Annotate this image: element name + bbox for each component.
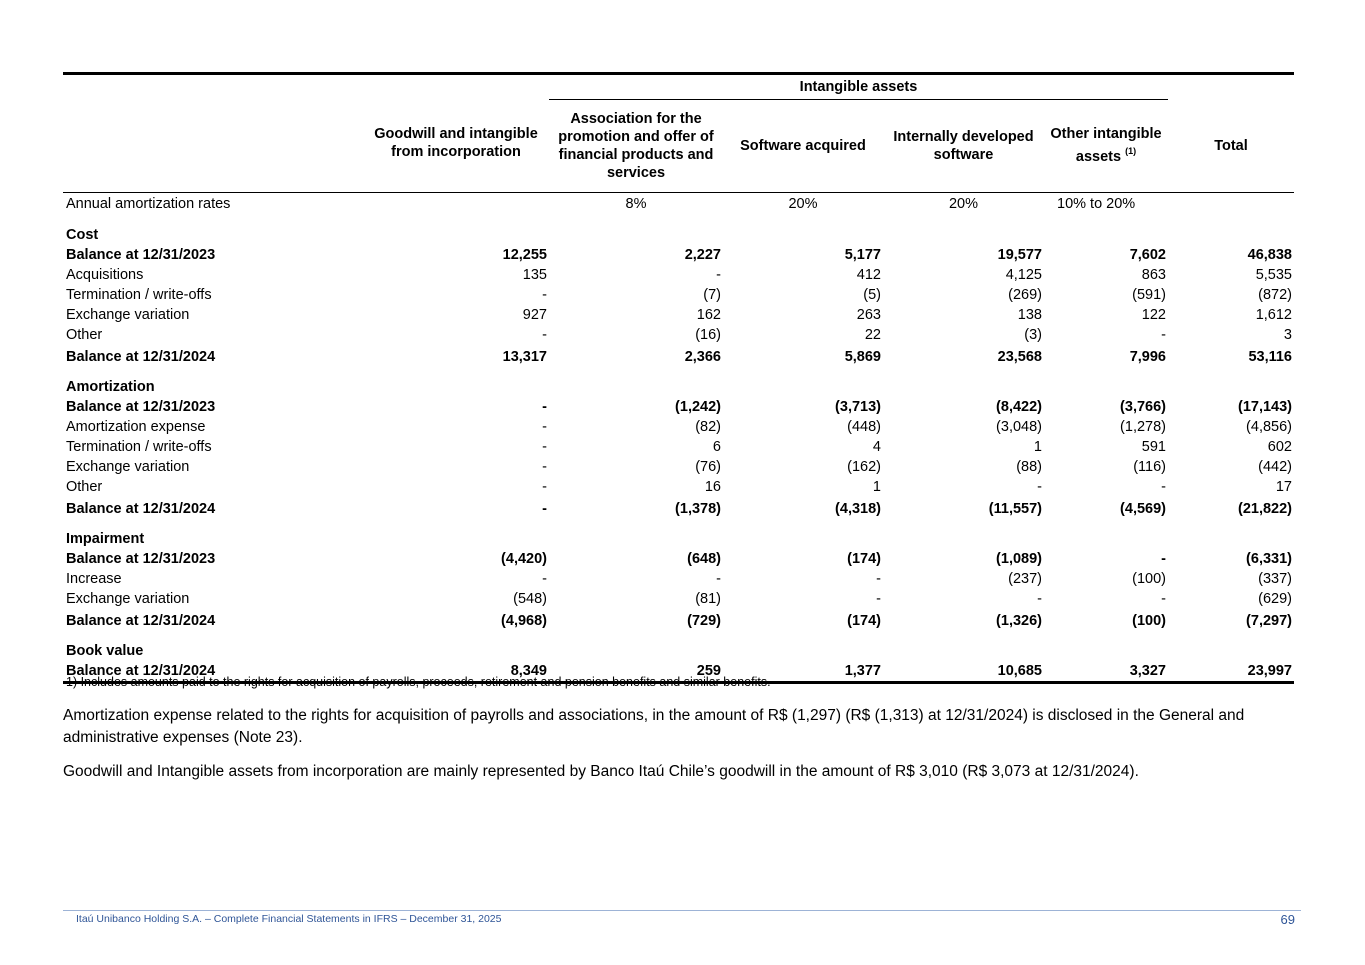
table-cell: 135 [522,266,547,283]
rate-software-acquired: 20% [788,195,818,212]
table-row [63,589,1294,609]
section-header-cost [63,215,1294,245]
table-cell: 412 [856,266,881,283]
amortization-rates-row [63,193,1294,215]
table-cell: 7,996 [1129,348,1166,365]
table-cell: (4,318) [835,500,881,517]
table-cell: (548) [513,590,547,607]
col-header-other-intangible [1044,100,1168,193]
table-body [63,193,1294,683]
table-cell: (3,048) [996,418,1042,435]
paragraph-amortization-note: Amortization expense related to the rights for acquisition of payrolls and associations, in the amount of R$ (1,297) (R$ (1,313) at 12/31/2024) is disclosed in the General and administrative expenses (Note 23). [63,707,1245,746]
table-cell: (116) [1133,458,1166,475]
table-cell: (4,856) [1246,418,1292,435]
table-cell: (21,822) [1237,500,1292,517]
section-title: Amortization [66,378,155,395]
intangible-assets-group-header: Intangible assets [549,75,1168,100]
table-cell: - [1161,590,1166,607]
table-cell: 863 [1141,266,1166,283]
table-row [63,285,1294,305]
table-cell: (648) [687,550,721,567]
table-cell: (16) [695,326,721,343]
row-label: Other [66,478,103,495]
table-row [63,305,1294,325]
table-cell: (4,569) [1120,500,1166,517]
table-cell: 12,255 [502,246,547,263]
table-cell: (448) [847,418,881,435]
table-cell: (5) [863,286,881,303]
row-label: Acquisitions [66,266,144,283]
table-cell: (82) [695,418,721,435]
table-header [63,74,1294,193]
section-header-impairment [63,519,1294,549]
table-cell: (174) [847,550,881,567]
table-cell: (1,242) [675,398,721,415]
row-label: Balance at 12/31/2024 [66,348,216,365]
table-cell: 53,116 [1248,348,1292,365]
table-cell: (100) [1132,570,1166,587]
row-label: Increase [66,570,122,587]
table-cell: (729) [687,612,721,629]
footer-text: Itaú Unibanco Holding S.A. – Complete Financial Statements in IFRS – December 31, 2025 [76,913,502,925]
col-header-other-intangible-label: Other intangible assets [1050,126,1162,166]
table-cell: 162 [696,306,721,323]
col-header-software-acquired: Software acquired [740,137,866,154]
table-cell: - [542,438,547,455]
table-cell: (76) [695,458,721,475]
table-cell: (88) [1016,458,1042,475]
row-label: Exchange variation [66,458,190,475]
table-cell: - [1037,478,1042,495]
table-cell: (442) [1258,458,1292,475]
table-cell: 10,685 [883,661,1044,683]
table-cell: 602 [1267,438,1292,455]
table-cell: (269) [1008,286,1042,303]
table-cell: 263 [856,306,881,323]
table-cell: - [542,478,547,495]
col-header-association: Association for the promotion and offer of financial products and services [558,110,714,181]
table-cell: 23,997 [1168,661,1294,683]
table-row [63,549,1294,569]
table-cell: 1,377 [723,661,883,683]
col-header-total: Total [1214,137,1248,154]
table-cell: (162) [847,458,881,475]
row-label: Balance at 12/31/2023 [66,550,216,567]
table-cell: 46,838 [1247,246,1292,263]
table-cell: (3) [1024,326,1042,343]
table-cell: (81) [695,590,721,607]
section-title: Cost [66,226,99,243]
table-cell: 17 [1275,478,1292,495]
rate-association: 8% [625,195,647,212]
table-cell: (1,278) [1120,418,1166,435]
table-row [63,325,1294,345]
table-cell: - [542,326,547,343]
row-label: Balance at 12/31/2023 [66,398,216,415]
row-label: Balance at 12/31/2024 [66,500,216,517]
table-cell: - [542,458,547,475]
table-cell: (629) [1258,590,1292,607]
table-cell: (7) [703,286,721,303]
row-label: Exchange variation [66,590,190,607]
table-cell: (6,331) [1246,550,1292,567]
rate-internally-developed: 20% [948,195,979,212]
table-cell: 591 [1141,438,1166,455]
table-cell: - [542,500,547,517]
table-cell: (1,378) [675,500,721,517]
table-cell: - [1037,590,1042,607]
page-number: 69 [1280,912,1295,927]
table-cell: (4,968) [501,612,547,629]
table-cell: 7,602 [1129,246,1166,263]
table-cell: (174) [847,612,881,629]
intangible-assets-table [63,72,1294,684]
table-cell: (8,422) [996,398,1042,415]
table-cell: (591) [1132,286,1166,303]
row-label: Balance at 12/31/2024 [63,661,363,683]
table-cell: 259 [549,661,723,683]
table-cell: (100) [1132,612,1166,629]
table-cell: - [542,570,547,587]
table-cell: 5,535 [1255,266,1292,283]
footnote-ref-1: (1) [1125,146,1137,157]
table-row [63,345,1294,367]
table-cell: 4,125 [1005,266,1042,283]
section-header-amortization [63,367,1294,397]
table-cell: 1 [872,478,881,495]
section-title: Impairment [66,530,145,547]
table-cell: 4 [872,438,881,455]
paragraph-goodwill-note: Goodwill and Intangible assets from incorporation are mainly represented by Banco Itaú Chile’s goodwill in the amount of R$ 3,010 (R$ 3,073 at 12/31/2024). [63,763,1139,780]
table-cell: 13,317 [502,348,547,365]
table-cell: 23,568 [997,348,1042,365]
section-header-book-value [63,631,1294,661]
rate-other-intangible: 10% to 20% [1057,195,1136,212]
row-label: Balance at 12/31/2024 [66,612,216,629]
table-cell: 927 [522,306,547,323]
row-label: Exchange variation [66,306,190,323]
row-label: Termination / write-offs [66,438,212,455]
table-cell: 3,327 [1044,661,1168,683]
table-cell: - [542,398,547,415]
table-cell: - [1161,550,1166,567]
table-cell: 122 [1141,306,1166,323]
table-row [63,245,1294,265]
row-label: Amortization expense [66,418,206,435]
table-cell: 3 [1283,326,1292,343]
table-cell: (1,089) [996,550,1042,567]
table-cell: (872) [1258,286,1292,303]
row-label: Annual amortization rates [66,195,231,212]
table-cell: - [876,590,881,607]
table-cell: 2,366 [684,348,721,365]
table-row [63,457,1294,477]
table-cell: (3,766) [1120,398,1166,415]
table-cell: (7,297) [1246,612,1292,629]
section-title: Book value [66,642,144,659]
table-cell: - [716,570,721,587]
table-cell: - [716,266,721,283]
table-cell: 5,177 [844,246,881,263]
col-header-internally-developed: Internally developed software [893,128,1034,163]
table-row [63,569,1294,589]
table-cell: 138 [1017,306,1042,323]
table-cell: 2,227 [684,246,721,263]
footer-divider [63,910,1301,911]
table-cell: - [542,286,547,303]
row-label: Balance at 12/31/2023 [66,246,216,263]
table-cell: 16 [704,478,721,495]
table-cell: 1,612 [1255,306,1292,323]
table-cell: 19,577 [997,246,1042,263]
table-cell: (17,143) [1237,398,1292,415]
row-label: Other [66,326,103,343]
table-cell: (11,557) [988,500,1042,517]
table-row [63,417,1294,437]
table-row [63,609,1294,631]
table-row [63,497,1294,519]
table-cell: 6 [712,438,721,455]
table-cell: - [876,570,881,587]
col-header-goodwill: Goodwill and intangible from incorporation [374,125,538,160]
table-cell: (4,420) [501,550,547,567]
table-row [63,265,1294,285]
table-cell: - [1161,478,1166,495]
table-cell: 5,869 [844,348,881,365]
table-cell: 22 [864,326,881,343]
table-row [63,397,1294,417]
table-cell: (1,326) [996,612,1042,629]
table-cell: - [542,418,547,435]
table-cell: (337) [1258,570,1292,587]
table-row [63,437,1294,457]
table-cell: - [1161,326,1166,343]
table-footnote: 1) Includes amounts paid to the rights for acquisition of payrolls, proceeds, retirement and pension benefits and similar benefits. [66,675,771,689]
table-cell: (3,713) [835,398,881,415]
table-cell: 8,349 [363,661,549,683]
table-cell: (237) [1008,570,1042,587]
table-cell: 1 [1033,438,1042,455]
table-row [63,477,1294,497]
row-label: Termination / write-offs [66,286,212,303]
